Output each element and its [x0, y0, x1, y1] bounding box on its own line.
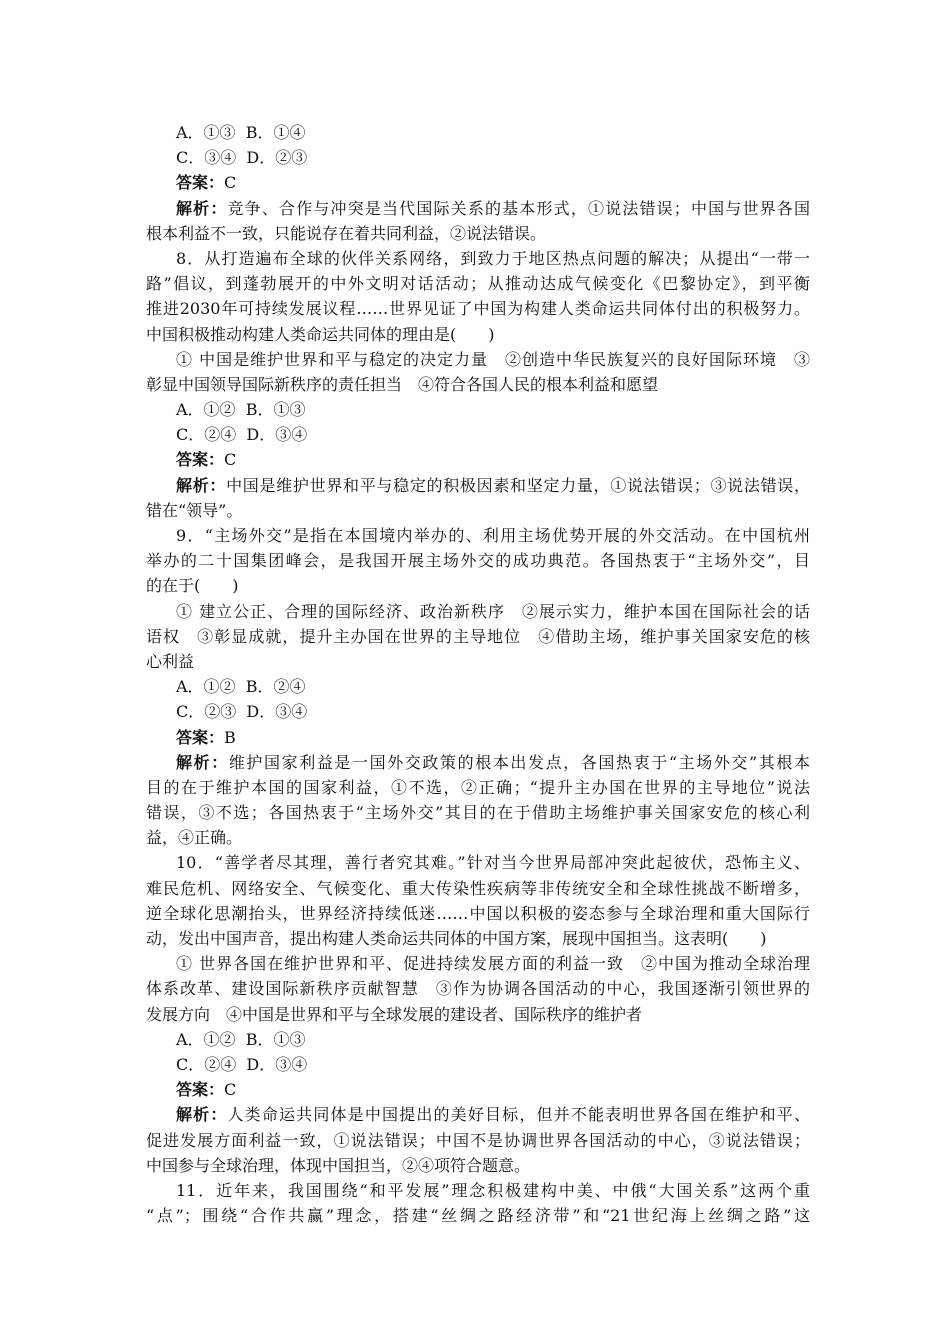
answer-label: 答案：: [176, 173, 225, 193]
q8-stem-line-2: 路”倡议，到蓬勃展开的中外文明对话活动；从推动达成气候变化《巴黎协定》，到平衡: [146, 274, 810, 294]
q10-answer: [146, 1077, 810, 1102]
q8-analysis-line-1: 解析：中国是维护世界和平与稳定的积极因素和坚定力量，①说法错误；③说法错误，: [176, 475, 810, 495]
answer-label: 答案：: [176, 727, 225, 747]
q8-stem-line-1: 8．从打造遍布全球的伙伴关系网络，到致力于地区热点问题的解决；从提出“一带一: [176, 248, 810, 268]
q10-analysis-line-1: 解析：人类命运共同体是中国提出的美好目标，但并不能表明世界各国在维护和平、: [176, 1105, 810, 1125]
q9-answer: [146, 725, 810, 750]
document-page: [146, 120, 810, 1228]
q9-analysis-line-4: 益，④正确。: [146, 828, 243, 848]
q10-analysis-line-3: 中国参与全球治理，体现中国担当，②④项符合题意。: [146, 1155, 531, 1175]
analysis-label: 解析：: [176, 752, 229, 772]
q10-choice-line-3: 发展方向 ④中国是世界和平与全球发展的建设者、国际秩序的维护者: [146, 1004, 643, 1024]
q10-stem-line-4: 动，发出中国声音，提出构建人类命运共同体的中国方案，展现中国担当。这表明( ): [146, 929, 767, 948]
q9-choice-line-2: 语权 ③彰显成就，提升主办国在世界的主导地位 ④借助主场，维护事关国家安危的核: [146, 626, 810, 646]
q8-options-ab: A．①② B．①③: [176, 400, 306, 420]
analysis-label: 解析：: [176, 1105, 228, 1125]
q8-choice-line-1: ① 中国是维护世界和平与稳定的决定力量 ②创造中华民族复兴的良好国际环境 ③: [176, 349, 810, 369]
q8-choice-line-2: 彰显中国领导国际新秩序的责任担当 ④符合各国人民的根本利益和愿望: [146, 374, 659, 394]
q9-options-ab: A．①② B．②④: [176, 677, 306, 697]
q9-choice-line-1: ① 建立公正、合理的国际经济、政治新秩序 ②展示实力，维护本国在国际社会的话: [176, 601, 810, 621]
q10-choice-line-1: ① 世界各国在维护世界和平、促进持续发展方面的利益一致 ②中国为推动全球治理: [176, 954, 810, 974]
q7-options-cd: C．③④ D．②③: [176, 148, 308, 168]
q7-options-ab: A．①③ B．①④: [176, 123, 306, 142]
q9-analysis-line-3: 错误，③不选；各国热衷于“主场外交”其目的在于借助主场维护事关国家安危的核心利: [146, 803, 810, 823]
q9-choice-line-3: 心利益: [146, 651, 195, 671]
q9-stem-line-1: 9．“主场外交”是指在本国境内举办的、利用主场优势开展的外交活动。在中国杭州: [176, 526, 810, 545]
q8-answer: [146, 447, 810, 472]
answer-value: C: [224, 1080, 237, 1100]
q8-stem-line-4: 中国积极推动构建人类命运共同体的理由是( ): [146, 324, 495, 344]
q11-stem-line-2: “点”；围绕“合作共赢”理念，搭建“丝绸之路经济带”和“21世纪海上丝绸之路”这: [146, 1206, 810, 1226]
q9-analysis-line-2: 目的在于维护本国的国家利益，①不选，②正确；“提升主办国在世界的主导地位”说法: [146, 777, 810, 797]
q10-options-ab: A．①② B．①③: [176, 1029, 306, 1049]
q10-choice-line-2: 体系改革、建设国际新秩序贡献智慧 ③作为协调各国活动的中心，我国逐渐引领世界的: [146, 979, 810, 999]
answer-value: C: [224, 173, 237, 193]
q10-stem-line-2: 难民危机、网络安全、气候变化、重大传染性疾病等非传统安全和全球性挑战不断增多，: [146, 878, 810, 898]
q10-stem-line-3: 逆全球化思潮抬头，世界经济持续低迷……中国以积极的姿态参与全球治理和重大国际行: [146, 903, 810, 923]
answer-value: C: [224, 450, 237, 470]
q10-stem-line-1: 10．“善学者尽其理，善行者究其难。”针对当今世界局部冲突此起彼伏，恐怖主义、: [176, 853, 810, 873]
q8-analysis-line-2: 错在“领导”。: [146, 500, 243, 520]
q8-options-cd: C．②④ D．③④: [176, 425, 308, 445]
analysis-label: 解析：: [176, 475, 227, 495]
q7-analysis-line-1: 解析：竞争、合作与冲突是当代国际关系的基本形式，①说法错误；中国与世界各国: [176, 198, 810, 218]
answer-label: 答案：: [176, 450, 225, 470]
answer-value: B: [224, 727, 236, 747]
q9-options-cd: C．②③ D．③④: [176, 702, 308, 722]
q10-options-cd: C．②④ D．③④: [176, 1054, 308, 1074]
q9-analysis-line-1: 解析：维护国家利益是一国外交政策的根本出发点，各国热衷于“主场外交”其根本: [176, 752, 810, 772]
q7-analysis-line-2: 根本利益不一致，只能说存在着共同利益，②说法错误。: [146, 223, 547, 243]
analysis-label: 解析：: [176, 198, 228, 218]
q10-analysis-line-2: 促进发展方面利益一致，①说法错误；中国不是协调世界各国活动的中心，③说法错误；: [146, 1130, 810, 1150]
q9-stem-line-2: 举办的二十国集团峰会，是我国开展主场外交的成功典范。各国热衷于“主场外交”，目: [146, 551, 810, 571]
answer-label: 答案：: [176, 1080, 225, 1100]
q11-stem-line-1: 11．近年来，我国围绕“和平发展”理念积极建构中美、中俄“大国关系”这两个重: [176, 1180, 810, 1200]
q8-stem-line-3: 推进2030年可持续发展议程……世界见证了中国为构建人类命运共同体付出的积极努力。: [146, 299, 810, 319]
q7-answer: [146, 170, 810, 195]
q9-stem-line-3: 的在于( ): [146, 576, 239, 596]
